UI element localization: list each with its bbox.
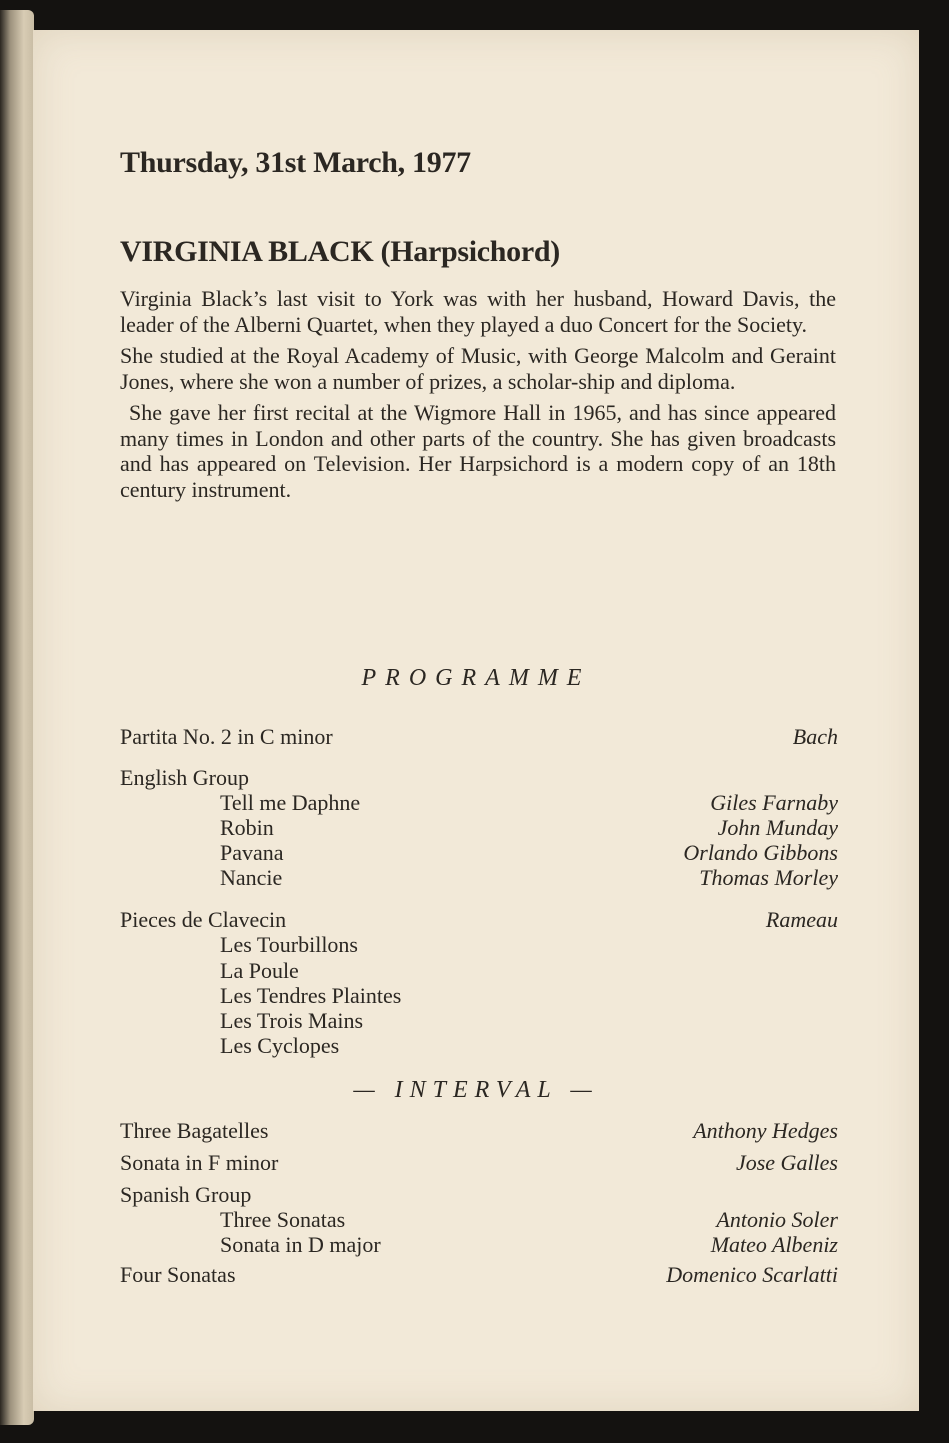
programme-item bbox=[120, 724, 838, 750]
composer-name: Mateo Albeniz bbox=[710, 1232, 838, 1257]
piece-title: Les Tendres Plaintes bbox=[220, 983, 402, 1008]
composer-name: Orlando Gibbons bbox=[683, 840, 838, 865]
programme-item bbox=[120, 1182, 838, 1208]
bio-paragraph: Virginia Black’s last visit to York was with her husband, Howard Davis, the leader of the Alberni Quartet, when they played a duo Concert for the Society. bbox=[120, 286, 836, 337]
group-title: Spanish Group bbox=[120, 1182, 252, 1207]
programme-item bbox=[120, 815, 838, 841]
programme-item bbox=[120, 1033, 838, 1059]
programme-item bbox=[120, 840, 838, 866]
composer-name: Antonio Soler bbox=[716, 1207, 838, 1232]
piece-title: Pavana bbox=[220, 840, 284, 865]
programme-item bbox=[120, 865, 838, 891]
piece-title: La Poule bbox=[220, 958, 299, 983]
composer-name: Jose Galles bbox=[735, 1150, 838, 1175]
programme-item bbox=[120, 790, 838, 816]
programme-item bbox=[120, 1150, 838, 1176]
composer-name: Anthony Hedges bbox=[693, 1118, 838, 1143]
programme-item bbox=[120, 958, 838, 984]
composer-name: Bach bbox=[792, 724, 838, 749]
programme-item bbox=[120, 1262, 838, 1288]
programme-item bbox=[120, 765, 838, 791]
composer-name: Thomas Morley bbox=[699, 865, 838, 890]
programme-page bbox=[33, 30, 919, 1411]
programme-heading: PROGRAMME bbox=[361, 665, 591, 691]
piece-title: Sonata in D major bbox=[220, 1232, 381, 1257]
piece-title: Robin bbox=[220, 815, 274, 840]
book-spine-edge bbox=[0, 10, 34, 1425]
performer-heading: VIRGINIA BLACK (Harpsichord) bbox=[120, 235, 560, 268]
piece-title: Four Sonatas bbox=[120, 1262, 236, 1287]
group-title: English Group bbox=[120, 765, 249, 790]
performer-biography bbox=[120, 286, 836, 508]
programme-item bbox=[120, 1008, 838, 1034]
programme-item bbox=[120, 983, 838, 1009]
composer-name: John Munday bbox=[717, 815, 838, 840]
piece-title: Les Cyclopes bbox=[220, 1033, 340, 1058]
programme-item bbox=[120, 1118, 838, 1144]
piece-title: Tell me Daphne bbox=[220, 790, 361, 815]
piece-title: Three Bagatelles bbox=[120, 1118, 269, 1143]
composer-name: Giles Farnaby bbox=[710, 790, 838, 815]
interval-label: — INTERVAL — bbox=[353, 1077, 599, 1103]
concert-date: Thursday, 31st March, 1977 bbox=[120, 146, 471, 179]
piece-title: Partita No. 2 in C minor bbox=[120, 724, 333, 749]
programme-item bbox=[120, 1232, 838, 1258]
bio-paragraph: She studied at the Royal Academy of Music, with George Malcolm and Geraint Jones, where she won a number of prizes, a scholar-ship and diploma. bbox=[120, 343, 836, 394]
composer-name: Domenico Scarlatti bbox=[666, 1262, 838, 1287]
programme-item bbox=[120, 1207, 838, 1233]
bio-paragraph: She gave her first recital at the Wigmore Hall in 1965, and has since appeared many times in London and other parts of the country. She has given broadcasts and has appeared on Television. Her Harpsichord is a modern copy of an 18th century instrument. bbox=[120, 400, 836, 502]
composer-name: Rameau bbox=[765, 907, 838, 932]
programme-item bbox=[120, 932, 838, 958]
piece-title: Sonata in F minor bbox=[120, 1150, 279, 1175]
group-title: Pieces de Clavecin bbox=[120, 907, 287, 932]
piece-title: Three Sonatas bbox=[220, 1207, 346, 1232]
piece-title: Les Tourbillons bbox=[220, 932, 358, 957]
programme-item bbox=[120, 907, 838, 933]
piece-title: Nancie bbox=[220, 865, 283, 890]
piece-title: Les Trois Mains bbox=[220, 1008, 364, 1033]
